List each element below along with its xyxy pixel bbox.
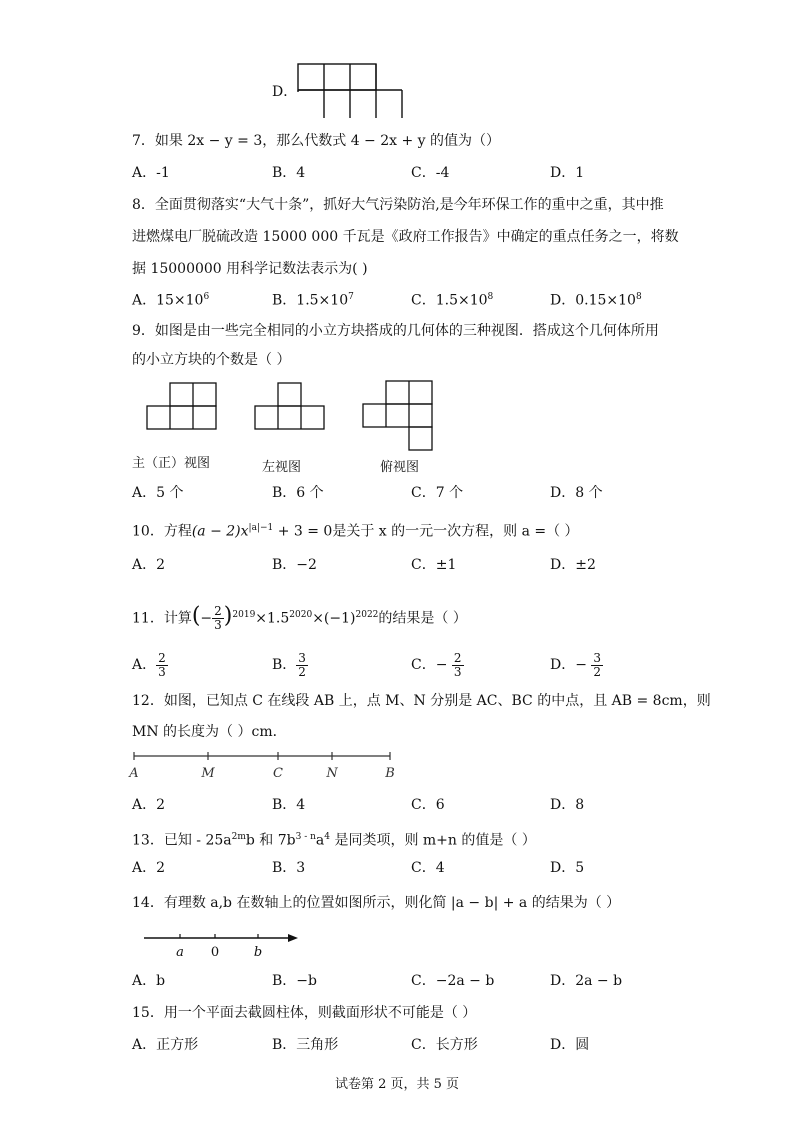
q9-option-d[interactable]: D．8 个: [550, 485, 603, 501]
q7-option-b[interactable]: B．4: [272, 165, 306, 181]
q7-stem: 7．如果 2x − y = 3，那么代数式 4 − 2x + y 的值为（）: [132, 133, 501, 149]
q14-option-b[interactable]: B．−b: [272, 973, 317, 989]
q10-option-a[interactable]: A．2: [132, 557, 166, 573]
q12-stem-line2: MN 的长度为（ ）cm．: [132, 724, 287, 740]
q8-option-c[interactable]: C．$1.5\times 10^8$: [411, 292, 494, 309]
q9-top-view-label: 俯视图: [380, 460, 420, 475]
q13-option-c[interactable]: C．4: [411, 860, 445, 876]
q12-point-c: C: [273, 766, 283, 781]
q11-option-b[interactable]: B． $\frac{3}{2}$: [272, 650, 306, 679]
q15-option-a[interactable]: A．正方形: [132, 1037, 199, 1053]
q7-option-d[interactable]: D．1: [550, 165, 585, 181]
q10-option-c[interactable]: C．±1: [411, 557, 457, 573]
q10-stem: 10．方程$(a - 2)x^{|a|-1} + 3 = 0$是关于 x 的一元一次方程，则 a =（ ）: [132, 523, 579, 540]
q8-stem-line3: 据 15000000 用科学记数法表示为( ): [132, 261, 368, 277]
q13-option-a[interactable]: A．2: [132, 860, 166, 876]
q11-option-a[interactable]: A． $\frac{2}{3}$: [132, 650, 166, 679]
q14-number-line: [140, 928, 304, 962]
q12-point-m: M: [201, 766, 215, 781]
q14-label-zero: 0: [210, 945, 220, 960]
q15-option-d[interactable]: D．圆: [550, 1037, 590, 1053]
q8-option-b[interactable]: B．$1.5\times 10^7$: [272, 292, 354, 309]
q9-option-a[interactable]: A．5 个: [132, 485, 184, 501]
page-footer: 试卷第 2 页，共 5 页: [334, 1077, 460, 1092]
q9-option-b[interactable]: B．6 个: [272, 485, 324, 501]
q6-option-d-label: D．: [272, 84, 298, 100]
q13-option-d[interactable]: D．5: [550, 860, 585, 876]
q7-option-c[interactable]: C．-4: [411, 165, 450, 181]
q9-left-view: [254, 382, 326, 432]
q12-option-c[interactable]: C．6: [411, 797, 445, 813]
q12-point-a: A: [129, 766, 139, 781]
q12-option-d[interactable]: D．8: [550, 797, 585, 813]
q15-stem: 15．用一个平面去截圆柱体，则截面形状不可能是（ ）: [132, 1005, 477, 1021]
q14-label-b: b: [253, 945, 263, 960]
q13-option-b[interactable]: B．3: [272, 860, 306, 876]
q10-option-d[interactable]: D．±2: [550, 557, 596, 573]
q9-front-view-label: 主（正）视图: [132, 456, 211, 471]
q6-option-d-figure: [296, 62, 408, 120]
q9-option-c[interactable]: C．7 个: [411, 485, 464, 501]
q14-option-c[interactable]: C．−2a − b: [411, 973, 495, 989]
q8-option-d[interactable]: D．$0.15\times 10^8$: [550, 292, 642, 309]
q9-left-view-label: 左视图: [262, 460, 302, 475]
q9-stem-line1: 9．如图是由一些完全相同的小立方块搭成的几何体的三种视图．搭成这个几何体所用: [132, 323, 659, 339]
q12-point-n: N: [326, 766, 338, 781]
q10-option-b[interactable]: B．−2: [272, 557, 317, 573]
q8-option-a[interactable]: A．$15\times 10^6$: [132, 292, 210, 309]
q12-point-b: B: [385, 766, 395, 781]
q15-option-b[interactable]: B．三角形: [272, 1037, 339, 1053]
q14-option-a[interactable]: A．b: [132, 973, 166, 989]
q12-option-a[interactable]: A．2: [132, 797, 166, 813]
q9-front-view: [146, 382, 218, 432]
q14-option-d[interactable]: D．2a − b: [550, 973, 623, 989]
q14-label-a: a: [176, 945, 184, 960]
q9-top-view: [362, 380, 434, 452]
q14-stem: 14．有理数 a,b 在数轴上的位置如图所示，则化简 |a − b| + a 的结果为（ ）: [132, 895, 621, 911]
q8-stem-line1: 8．全面贯彻落实“大气十条”，抓好大气污染防治,是今年环保工作的重中之重，其中推: [132, 197, 664, 213]
q8-stem-line2: 进燃煤电厂脱硫改造 15000 000 千瓦是《政府工作报告》中确定的重点任务之一，将数: [132, 229, 679, 245]
q9-stem-line2: 的小立方块的个数是（ ）: [132, 352, 291, 368]
q7-option-a[interactable]: A．-1: [132, 165, 170, 181]
q12-segment-figure: [128, 750, 398, 784]
q11-option-d[interactable]: D．− $\frac{3}{2}$: [550, 650, 602, 679]
q12-stem-line1: 12．如图，已知点 C 在线段 AB 上，点 M、N 分别是 AC、BC 的中点，且 AB = 8cm，则: [132, 693, 711, 709]
q12-option-b[interactable]: B．4: [272, 797, 306, 813]
q11-stem: 11．计算(− $\frac{2}{3}$ )$^{2019}\times 1.5^{2020}\times(-1)^{2022}$的结果是（ ）: [132, 603, 467, 633]
q13-stem: 13．已知 - $25a^{2m}b$ 和 $7b^{3 - n}a^4$ 是同类项，则 m+n 的值是（ ）: [132, 832, 536, 849]
q15-option-c[interactable]: C．长方形: [411, 1037, 478, 1053]
q11-option-c[interactable]: C．− $\frac{2}{3}$: [411, 650, 462, 679]
